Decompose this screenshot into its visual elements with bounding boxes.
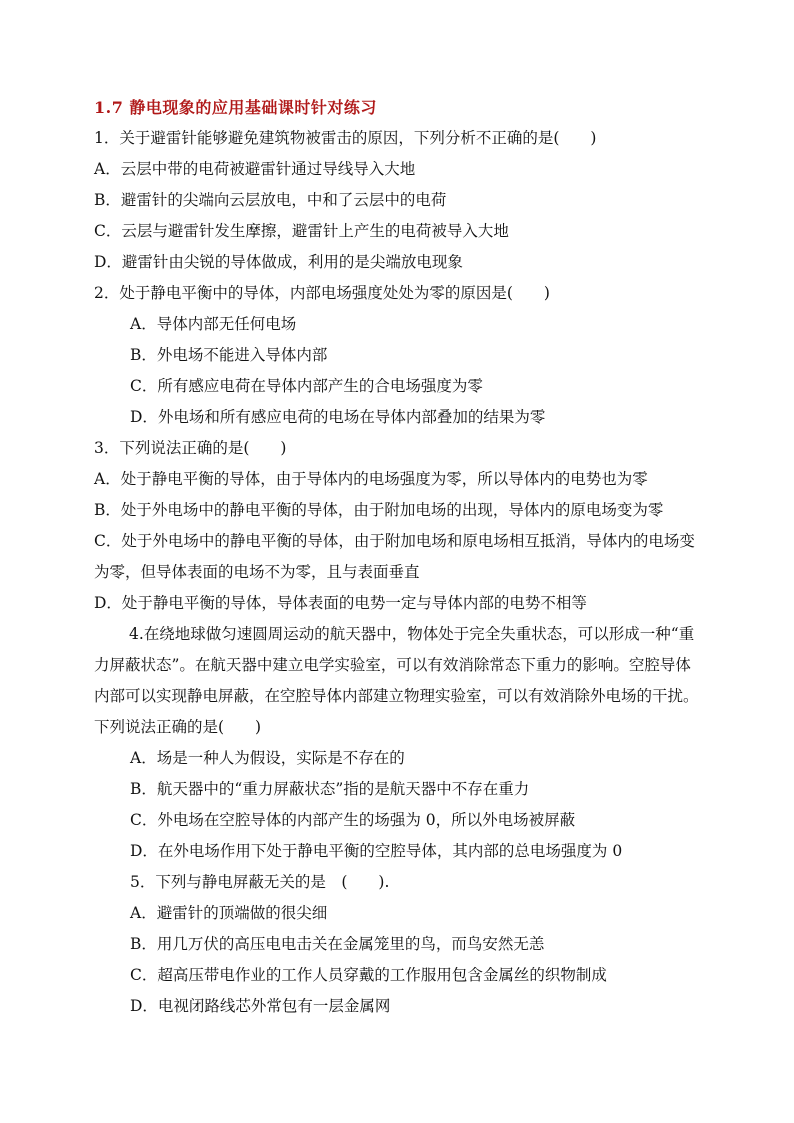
question-3-stem: 3．下列说法正确的是( )	[94, 439, 287, 457]
question-2-option-b: B．外电场不能进入导体内部	[130, 346, 328, 364]
question-3-option-d: D．处于静电平衡的导体，导体表面的电势一定与导体内部的电势不相等	[94, 594, 587, 612]
question-2-stem: 2．处于静电平衡中的导体，内部电场强度处处为零的原因是( )	[94, 284, 550, 302]
question-4-option-d: D．在外电场作用下处于静电平衡的空腔导体，其内部的总电场强度为 0	[130, 842, 623, 860]
question-3-option-a: A．处于静电平衡的导体，由于导体内的电场强度为零，所以导体内的电势也为零	[94, 470, 648, 488]
question-4-option-a: A．场是一种人为假设，实际是不存在的	[130, 749, 405, 767]
question-1-option-c: C．云层与避雷针发生摩擦，避雷针上产生的电荷被导入大地	[94, 222, 509, 240]
question-4-option-c: C．外电场在空腔导体的内部产生的场强为 0，所以外电场被屏蔽	[130, 811, 576, 829]
question-5-option-b: B．用几万伏的高压电电击关在金属笼里的鸟，而鸟安然无恙	[130, 935, 545, 953]
question-3-option-c: C．处于外电场中的静电平衡的导体，由于附加电场和原电场相互抵消，导体内的电场变为零，但导体表面的电场不为零，且与表面垂直	[94, 532, 695, 581]
question-4-stem: 4.在绕地球做匀速圆周运动的航天器中，物体处于完全失重状态，可以形成一种“重力屏蔽状态”。在航天器中建立电学实验室，可以有效消除常态下重力的影响。空腔导体内部可以实现静电屏蔽，在空腔导体内部建立物理实验室，可以有效消除外电场的干扰。下列说法正确的是( )	[94, 625, 699, 736]
question-3-option-b: B．处于外电场中的静电平衡的导体，由于附加电场的出现，导体内的原电场变为零	[94, 501, 664, 519]
question-5-option-a: A．避雷针的顶端做的很尖细	[130, 904, 328, 922]
question-5-option-c: C．超高压带电作业的工作人员穿戴的工作服用包含金属丝的织物制成	[130, 966, 607, 984]
question-1-option-d: D．避雷针由尖锐的导体做成，利用的是尖端放电现象	[94, 253, 463, 271]
question-5-stem: 5．下列与静电屏蔽无关的是 ( ).	[130, 873, 390, 891]
question-2-option-a: A．导体内部无任何电场	[130, 315, 297, 333]
page-title: 1.7 静电现象的应用基础课时针对练习	[94, 98, 377, 117]
question-2-option-d: D．外电场和所有感应电荷的电场在导体内部叠加的结果为零	[130, 408, 546, 426]
question-1-option-a: A．云层中带的电荷被避雷针通过导线导入大地	[94, 160, 416, 178]
question-1-option-b: B．避雷针的尖端向云层放电，中和了云层中的电荷	[94, 191, 447, 209]
question-2-option-c: C．所有感应电荷在导体内部产生的合电场强度为零	[130, 377, 483, 395]
question-5-option-d: D．电视闭路线芯外常包有一层金属网	[130, 997, 391, 1015]
question-4-option-b: B．航天器中的“重力屏蔽状态”指的是航天器中不存在重力	[130, 780, 530, 798]
question-1-stem: 1．关于避雷针能够避免建筑物被雷击的原因，下列分析不正确的是( )	[94, 129, 597, 147]
